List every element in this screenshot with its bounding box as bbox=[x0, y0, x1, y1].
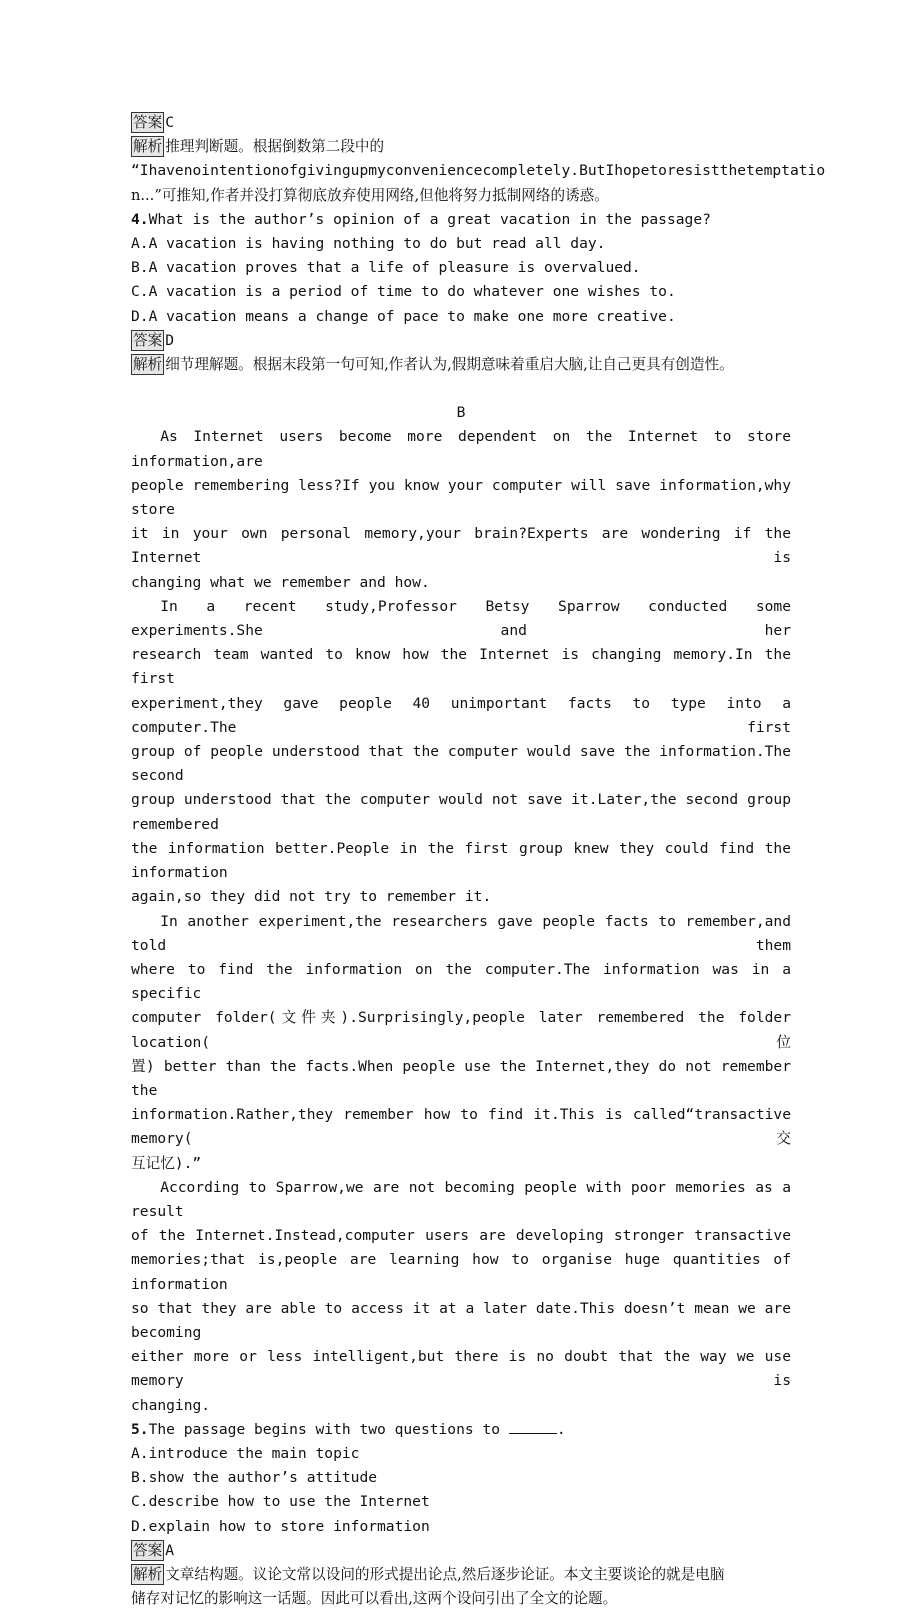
analysis-label: 解析 bbox=[133, 356, 163, 374]
paragraph-line: As Internet users become more dependent on the Internet to store information,are bbox=[131, 428, 791, 470]
paragraph-line: 置) better than the facts.When people use the Internet,they do not remember the bbox=[131, 1057, 791, 1099]
option: A.introduce the main topic bbox=[131, 1444, 360, 1462]
question-text: The passage begins with two questions to bbox=[148, 1420, 509, 1438]
option: D.A vacation means a change of pace to make one more creative. bbox=[131, 307, 676, 325]
paragraph-line: people remembering less?If you know your computer will save information,why store bbox=[131, 476, 791, 519]
option: B.show the author’s attitude bbox=[131, 1469, 378, 1487]
question-number: 4. bbox=[131, 210, 149, 228]
option: B.A vacation proves that a life of pleasure is overvalued. bbox=[131, 259, 641, 277]
answer-label: 答案 bbox=[133, 1541, 163, 1559]
analysis-text-line: “Ihavenointentionofgivingupmyconveniencecompletely.ButIhopetoresistthetemptatio bbox=[131, 162, 826, 180]
paragraph-line: information.Rather,they remember how to find it.This is called“transactive memory(交 bbox=[131, 1106, 791, 1148]
q3-analysis-row bbox=[131, 135, 791, 159]
analysis-label: 解析 bbox=[133, 1565, 163, 1583]
q3-answer-row bbox=[131, 111, 791, 135]
analysis-text: 细节理解题。根据末段第一句可知,作者认为,假期意味着重启大脑,让自己更具有创造性。 bbox=[165, 356, 734, 374]
answer-label: 答案 bbox=[133, 114, 163, 131]
paragraph-line: so that they are able to access it at a later date.This doesn’t mean we are becoming bbox=[131, 1299, 791, 1341]
q4-answer-row bbox=[131, 329, 791, 353]
section-title: B bbox=[456, 404, 466, 422]
option: D.explain how to store information bbox=[131, 1517, 430, 1535]
paragraph-line: the information better.People in the first group knew they could find the information bbox=[131, 839, 791, 882]
question-text-end: . bbox=[556, 1420, 566, 1438]
q4-stem bbox=[131, 208, 791, 232]
paragraph-line: changing. bbox=[131, 1396, 211, 1414]
option: C.describe how to use the Internet bbox=[131, 1493, 430, 1511]
answer-value: A bbox=[165, 1541, 174, 1559]
paragraph-line: either more or less intelligent,but there is no doubt that the way we use memory is bbox=[131, 1348, 791, 1390]
paragraph-line: of the Internet.Instead,computer users are developing stronger transactive bbox=[131, 1227, 791, 1245]
paragraph-line: computer folder(文件夹).Surprisingly,people later remembered the folder location(位 bbox=[131, 1009, 791, 1051]
option: A.A vacation is having nothing to do but read all day. bbox=[131, 235, 606, 253]
q5-stem bbox=[131, 1418, 791, 1442]
paragraph-line: In another experiment,the researchers gave people facts to remember,and told them bbox=[131, 912, 791, 954]
analysis-text: 文章结构题。议论文常以设问的形式提出论点,然后逐步论证。本文主要谈论的就是电脑 bbox=[165, 1565, 725, 1583]
analysis-text: 推理判断题。根据倒数第二段中的 bbox=[165, 138, 385, 156]
paragraph-line: 互记忆).” bbox=[131, 1154, 202, 1172]
option: C.A vacation is a period of time to do whatever one wishes to. bbox=[131, 283, 676, 301]
q5-analysis-row bbox=[131, 1563, 791, 1587]
question-text: What is the author’s opinion of a great vacation in the passage? bbox=[148, 210, 711, 228]
analysis-text-line: n...”可推知,作者并没打算彻底放弃使用网络,但他将努力抵制网络的诱惑。 bbox=[131, 186, 609, 204]
paragraph-line: In a recent study,Professor Betsy Sparrow conducted some experiments.She and her bbox=[131, 597, 791, 640]
paragraph-line: again,so they did not try to remember it. bbox=[131, 888, 492, 906]
paragraph-line: research team wanted to know how the Internet is changing memory.In the first bbox=[131, 646, 791, 688]
q4-analysis-row bbox=[131, 353, 791, 377]
paragraph-line: changing what we remember and how. bbox=[131, 573, 430, 591]
answer-value: C bbox=[165, 114, 174, 131]
paragraph-line: group of people understood that the computer would save the information.The second bbox=[131, 743, 791, 785]
paragraph-line: experiment,they gave people 40 unimportant facts to type into a computer.The first bbox=[131, 694, 791, 736]
paragraph-line: group understood that the computer would not save it.Later,the second group remembered bbox=[131, 791, 791, 833]
paragraph-line: According to Sparrow,we are not becoming people with poor memories as a result bbox=[131, 1178, 791, 1220]
q5-answer-row bbox=[131, 1539, 791, 1563]
question-number: 5. bbox=[131, 1420, 149, 1438]
paragraph-line: it in your own personal memory,your brain?Experts are wondering if the Internet is bbox=[131, 525, 791, 567]
analysis-label: 解析 bbox=[133, 138, 163, 156]
document-page bbox=[131, 111, 826, 1611]
answer-label: 答案 bbox=[133, 331, 163, 349]
paragraph-line: memories;that is,people are learning how to organise huge quantities of information bbox=[131, 1251, 791, 1293]
paragraph-line: where to find the information on the computer.The information was in a specific bbox=[131, 960, 791, 1003]
answer-blank bbox=[509, 1419, 557, 1434]
answer-value: D bbox=[165, 331, 174, 349]
analysis-text-line: 储存对记忆的影响这一话题。因此可以看出,这两个设问引出了全文的论题。 bbox=[131, 1590, 618, 1608]
